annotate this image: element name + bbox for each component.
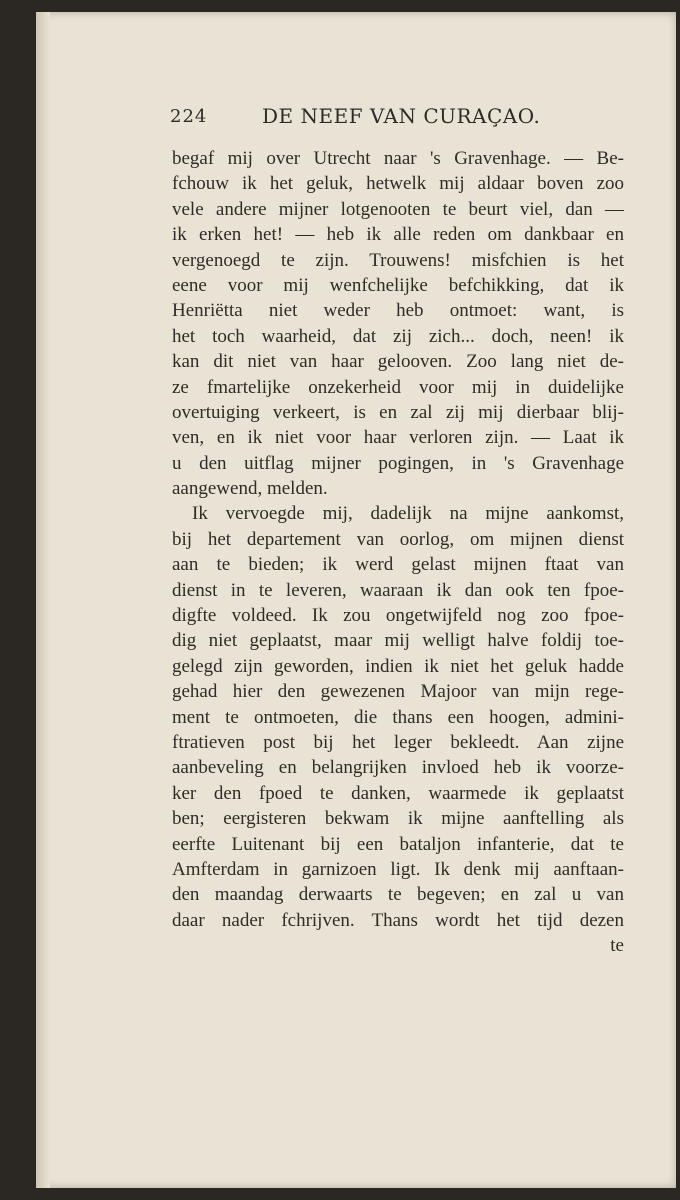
text-line: ik erken het! — heb ik alle reden om dankbaar en bbox=[172, 224, 624, 246]
paragraph-start-line: Ik vervoegde mij, dadelijk na mijne aankomst, bbox=[192, 503, 624, 525]
text-line: overtuiging verkeert, is en zal zij mij dierbaar blij- bbox=[172, 401, 624, 423]
text-line: aangewend, melden. bbox=[172, 478, 328, 500]
text-line: vele andere mijner lotgenooten te beurt viel, dan — bbox=[172, 198, 624, 220]
text-line: begaf mij over Utrecht naar 's Gravenhage. — Be- bbox=[172, 148, 624, 169]
text-line: dienst in te leveren, waaraan ik dan ook ten fpoe- bbox=[172, 579, 624, 601]
text-line: kan dit niet van haar gelooven. Zoo lang niet de- bbox=[172, 351, 624, 373]
text-line: ment te ontmoeten, die thans een hoogen, admini- bbox=[172, 706, 624, 728]
running-title: DE NEEF VAN CURAÇAO. bbox=[262, 104, 541, 128]
text-line: vergenoegd te zijn. Trouwens! misfchien is het bbox=[172, 249, 624, 271]
page-number: 224 bbox=[170, 106, 208, 127]
text-line: dig niet geplaatst, maar mij welligt halve foldij toe- bbox=[172, 630, 624, 652]
text-line: den maandag derwaarts te begeven; en zal u van bbox=[172, 884, 624, 906]
text-line: daar nader fchrijven. Thans wordt het tijd dezen bbox=[172, 909, 624, 931]
text-line: fchouw ik het geluk, hetwelk mij aldaar boven zoo bbox=[172, 173, 624, 195]
text-line: u den uitflag mijner pogingen, in 's Gravenhage bbox=[172, 452, 624, 474]
catchword: te bbox=[610, 935, 624, 957]
text-line: Amfterdam in garnizoen ligt. Ik denk mij aanftaan- bbox=[172, 858, 624, 880]
text-line: eerfte Luitenant bij een bataljon infanterie, dat te bbox=[172, 833, 624, 855]
text-line: aanbeveling en belangrijken invloed heb ik voorze- bbox=[172, 757, 624, 779]
text-line: ven, en ik niet voor haar verloren zijn. — Laat ik bbox=[172, 427, 624, 449]
page-gutter-shadow bbox=[36, 12, 50, 1188]
text-line: bij het departement van oorlog, om mijnen dienst bbox=[172, 528, 624, 550]
text-line: ker den fpoed te danken, waarmede ik geplaatst bbox=[172, 782, 624, 804]
text-line: Henriëtta niet weder heb ontmoet: want, is bbox=[172, 300, 624, 322]
text-line: gelegd zijn geworden, indien ik niet het geluk hadde bbox=[172, 655, 624, 677]
page-header bbox=[170, 104, 570, 134]
text-line: digfte voldeed. Ik zou ongetwijfeld nog zoo fpoe- bbox=[172, 605, 624, 627]
text-line: het toch waarheid, dat zij zich... doch, neen! ik bbox=[172, 325, 624, 347]
text-line: gehad hier den gewezenen Majoor van mijn rege- bbox=[172, 681, 624, 703]
text-line: eene voor mij wenfchelijke befchikking, dat ik bbox=[172, 274, 624, 296]
text-line: ftratieven post bij het leger bekleedt. Aan zijne bbox=[172, 731, 624, 753]
text-line: ben; eergisteren bekwam ik mijne aanftelling als bbox=[172, 808, 624, 830]
text-line: ze fmartelijke onzekerheid voor mij in duidelijke bbox=[172, 376, 624, 398]
body-text bbox=[172, 146, 624, 959]
text-line: aan te bieden; ik werd gelast mijnen ftaat van bbox=[172, 554, 624, 576]
